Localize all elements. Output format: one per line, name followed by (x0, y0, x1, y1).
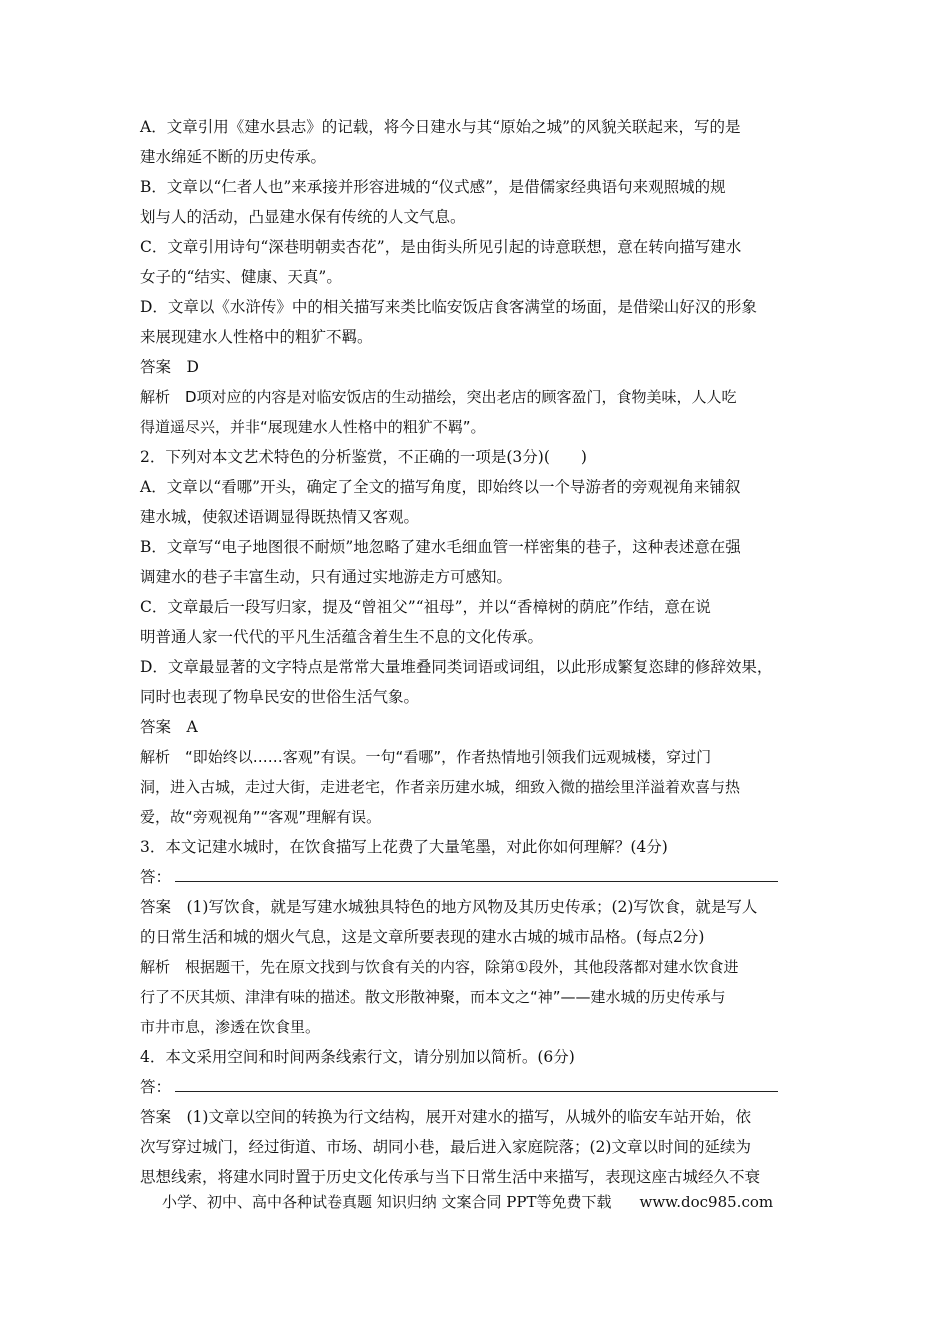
q2-option-d-line-2: 同时也表现了物阜民安的世俗生活气象。 (140, 688, 420, 706)
analysis-q2-line-1: 解析 “即始终以……客观”有误。一句“看哪”，作者热情地引领我们远观城楼，穿过门 (140, 748, 712, 766)
option-c-line-1: C．文章引用诗句“深巷明朝卖杏花”，是由街头所见引起的诗意联想，意在转向描写建水 (140, 238, 742, 256)
analysis-q3-line-3: 市井市息，渗透在饮食里。 (140, 1018, 321, 1036)
analysis-q3-line-2: 行了不厌其烦、津津有味的描述。散文形散神聚，而本文之“神”——建水城的历史传承与 (140, 988, 726, 1006)
analysis-q3-line-1: 解析 根据题干，先在原文找到与饮食有关的内容，除第①段外，其他段落都对建水饮食进 (140, 958, 739, 976)
answer-q3-line-1: 答案 (1)写饮食，就是写建水城独具特色的地方风物及其历史传承；(2)写饮食，就是写人 (140, 898, 758, 916)
footer-url[interactable]: www.doc985.com (639, 1193, 774, 1211)
option-b-line-2: 划与人的活动，凸显建水保有传统的人文气息。 (140, 208, 466, 226)
answer-q4-line-3: 思想线索，将建水同时置于历史文化传承与当下日常生活中来描写，表现这座古城经久不衰 (140, 1168, 761, 1186)
option-c-line-2: 女子的“结实、健康、天真”。 (140, 268, 342, 286)
analysis-q1-line-2: 得道遥尽兴，并非“展现建水人性格中的粗犷不羁”。 (140, 418, 486, 436)
analysis-q2-line-2: 洞，进入古城，走过大街，走进老宅，作者亲历建水城，细致入微的描绘里洋溢着欢喜与热 (140, 778, 741, 796)
answer-q4-line-2: 次写穿过城门，经过街道、市场、胡同小巷，最后进入家庭院落；(2)文章以时间的延续为 (140, 1138, 751, 1156)
answer-q1: 答案 D (140, 358, 199, 376)
q2-option-c-line-1: C．文章最后一段写归家，提及“曾祖父”“祖母”，并以“香樟树的荫庇”作结，意在说 (140, 598, 711, 616)
answer-q4-line-1: 答案 (1)文章以空间的转换为行文结构，展开对建水的描写，从城外的临安车站开始，依 (140, 1108, 751, 1126)
answer-q3-line-2: 的日常生活和城的烟火气息，这是文章所要表现的建水古城的城市品格。(每点2分) (140, 928, 705, 946)
page-footer (162, 1188, 773, 1216)
option-a-line-1: A．文章引用《建水县志》的记载，将今日建水与其“原始之城”的风貌关联起来，写的是 (140, 118, 741, 136)
answer-blank-line (175, 863, 778, 882)
q2-option-c-line-2: 明普通人家一代代的平凡生活蕴含着生生不息的文化传承。 (140, 628, 544, 646)
footer-text: 小学、初中、高中各种试卷真题 知识归纳 文案合同 PPT等免费下载 (162, 1193, 612, 1211)
question-4: 4．本文采用空间和时间两条线索行文，请分别加以简析。(6分) (140, 1048, 575, 1066)
answer-prompt: 答： (140, 868, 172, 886)
answer-blank-q4 (140, 1072, 812, 1102)
option-d-line-2: 来展现建水人性格中的粗犷不羁。 (140, 328, 373, 346)
option-d-line-1: D．文章以《水浒传》中的相关描写来类比临安饭店食客满堂的场面，是借梁山好汉的形象 (140, 298, 757, 316)
q2-option-b-line-2: 调建水的巷子丰富生动，只有通过实地游走方可感知。 (140, 568, 513, 586)
q2-option-b-line-1: B．文章写“电子地图很不耐烦”地忽略了建水毛细血管一样密集的巷子，这种表述意在强 (140, 538, 741, 556)
question-2: 2．下列对本文艺术特色的分析鉴赏，不正确的一项是(3分)( ) (140, 448, 587, 466)
q2-option-d-line-1: D．文章最显著的文字特点是常常大量堆叠同类词语或词组，以此形成繁复恣肆的修辞效果， (140, 658, 773, 676)
analysis-q1-line-1: 解析 D项对应的内容是对临安饭店的生动描绘，突出老店的顾客盈门，食物美味，人人吃 (140, 388, 737, 406)
answer-blank-q3 (140, 862, 812, 892)
analysis-q2-line-3: 爱，故“旁观视角”“客观”理解有误。 (140, 808, 382, 826)
option-b-line-1: B．文章以“仁者人也”来承接并形容进城的“仪式感”，是借儒家经典语句来观照城的规 (140, 178, 726, 196)
question-3: 3．本文记建水城时，在饮食描写上花费了大量笔墨，对此你如何理解？(4分) (140, 838, 668, 856)
answer-prompt: 答： (140, 1078, 172, 1096)
answer-q2: 答案 A (140, 718, 198, 736)
answer-blank-line (175, 1073, 778, 1092)
q2-option-a-line-1: A．文章以“看哪”开头，确定了全文的描写角度，即始终以一个导游者的旁观视角来铺叙 (140, 478, 741, 496)
q2-option-a-line-2: 建水城，使叙述语调显得既热情又客观。 (140, 508, 420, 526)
option-a-line-2: 建水绵延不断的历史传承。 (140, 148, 327, 166)
